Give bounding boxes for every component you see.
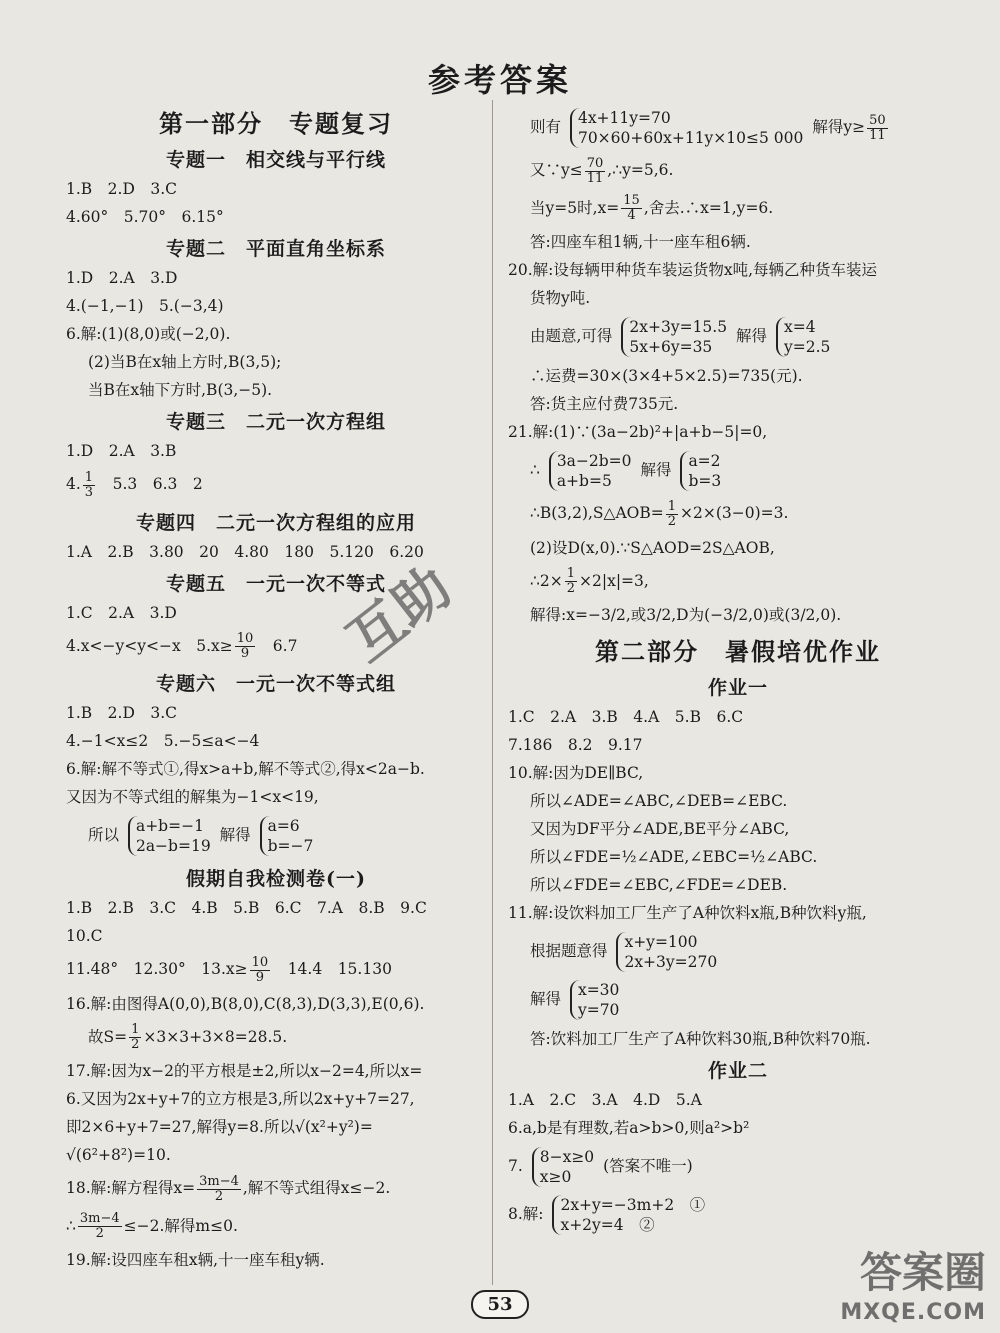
equation: a=6	[267, 817, 300, 835]
answer-text: ,舍去.∴x=1,y=6.	[643, 198, 774, 217]
homework2-heading: 作业二	[707, 1060, 768, 1082]
answer-line	[508, 567, 968, 597]
answer-line: 当B在x轴下方时,B(3,−5).	[88, 381, 273, 399]
fraction	[250, 956, 271, 985]
answer-line	[66, 955, 486, 985]
equation: a+b=−1	[135, 817, 204, 835]
denominator: 2	[566, 581, 575, 596]
numerator: 3m−4	[79, 1211, 120, 1226]
answer-text: 根据题意得	[530, 942, 608, 960]
part2-heading: 第二部分 暑假培优作业	[595, 637, 881, 666]
answer-text: 解得	[736, 327, 768, 345]
fraction	[621, 194, 642, 223]
answer-line	[508, 932, 968, 972]
numerator: 10	[236, 631, 254, 646]
answer-line: 4.(−1,−1) 5.(−3,4)	[66, 297, 224, 315]
answer-text: 故S=	[88, 1027, 128, 1046]
answer-text: 则有	[530, 118, 562, 136]
fraction	[867, 114, 888, 143]
answer-line: 货物y吨.	[530, 289, 591, 307]
numerator: 3m−4	[199, 1173, 239, 1189]
denominator: 9	[240, 646, 250, 661]
answer-text: ∴2×	[530, 571, 563, 590]
denominator: 11	[869, 127, 886, 143]
answer-line	[508, 1195, 968, 1235]
answer-line	[508, 194, 968, 224]
answer-line: 1.A 2.C 3.A 4.D 5.A	[508, 1091, 702, 1109]
equation: 8−x≥0	[539, 1148, 595, 1166]
answer-text: ×2×(3−0)=3.	[680, 504, 789, 522]
denominator: 2	[667, 513, 677, 529]
answer-text: 7.	[508, 1157, 523, 1175]
answer-text: 11.48° 12.30° 13.x≥	[66, 960, 248, 978]
answer-text: 4.x<−y<y<−x 5.x≥	[66, 636, 233, 655]
fraction	[666, 500, 678, 529]
corner-watermark	[840, 1240, 986, 1325]
equation: 4x+11y=70	[577, 109, 671, 127]
answer-line: 1.D 2.A 3.D	[66, 269, 178, 287]
denominator: 2	[95, 1226, 104, 1241]
equation-system	[570, 108, 803, 148]
equation-system	[776, 317, 830, 357]
answer-line: 6.解:解不等式①,得x>a+b,解不等式②,得x<2a−b.	[66, 760, 425, 778]
answer-line: √(6²+8²)=10.	[66, 1146, 171, 1164]
answer-text: ,∴y=5,6.	[607, 161, 674, 179]
fraction	[585, 157, 606, 186]
answer-line: 即2×6+y+7=27,解得y=8.所以√(x²+y²)=	[66, 1118, 373, 1136]
fraction	[129, 1023, 141, 1052]
answer-text: 解得y≥	[812, 118, 866, 136]
equation-system	[680, 451, 721, 491]
answer-line	[66, 1212, 486, 1242]
answer-line: 20.解:设每辆甲种货车装运货物x吨,每辆乙种货车装运	[508, 261, 878, 279]
answer-line: 4.60° 5.70° 6.15°	[66, 208, 224, 226]
numerator: 1	[566, 566, 575, 581]
equation: 5x+6y=35	[629, 338, 713, 356]
right-column	[508, 100, 968, 1243]
answer-line: 1.B 2.B 3.C 4.B 5.B 6.C 7.A 8.B 9.C	[66, 899, 427, 917]
answer-line	[508, 499, 968, 529]
equation: x≥0	[539, 1168, 572, 1186]
answer-line: 6.a,b是有理数,若a>b>0,则a²>b²	[508, 1119, 750, 1137]
fraction	[197, 1175, 241, 1204]
answer-line: 所以∠FDE=∠EBC,∠FDE=∠DEB.	[530, 876, 788, 894]
answer-text: 当y=5时,x=	[530, 198, 620, 217]
answer-line: 7.186 8.2 9.17	[508, 736, 643, 754]
answer-text: 又∵y≤	[530, 161, 583, 179]
answer-line: 6.又因为2x+y+7的立方根是3,所以2x+y+7=27,	[66, 1090, 415, 1108]
test1-heading: 假期自我检测卷(一)	[186, 868, 366, 890]
page-number: 53	[471, 1290, 528, 1319]
answer-text: 解得	[640, 461, 672, 479]
denominator: 11	[586, 170, 604, 186]
answer-line: 4.−1<x≤2 5.−5≤a<−4	[66, 732, 260, 750]
answer-text: ×3×3+3×8=28.5.	[143, 1027, 288, 1046]
answer-line: 21.解:(1)∵(3a−2b)²+|a+b−5|=0,	[508, 423, 768, 441]
answer-text: ∴B(3,2),S△AOB=	[530, 504, 664, 522]
answer-line: 10.解:因为DE∥BC,	[508, 764, 644, 782]
answer-line	[508, 108, 968, 148]
topic5-heading: 专题五 一元一次不等式	[165, 572, 386, 595]
equation-system	[549, 451, 632, 491]
answer-line	[508, 317, 968, 357]
equation: 2x+y=−3m+2 ①	[560, 1196, 706, 1214]
numerator: 15	[623, 193, 640, 208]
answer-line: 1.B 2.D 3.C	[66, 180, 178, 198]
equation: 70×60+60x+11y×10≤5 000	[577, 129, 804, 147]
answer-text: 解得	[530, 990, 562, 1008]
answer-line	[508, 1147, 968, 1187]
equation: 2a−b=19	[135, 837, 211, 855]
equation: x+y=100	[624, 933, 698, 951]
numerator: 50	[869, 112, 886, 128]
topic6-heading: 专题六 一元一次不等式组	[155, 673, 396, 695]
answer-text: 5.3 6.3 2	[97, 475, 203, 493]
denominator: 2	[131, 1037, 140, 1052]
equation-system	[616, 932, 717, 972]
part1-heading: 第一部分 专题复习	[159, 109, 393, 138]
topic3-heading: 专题三 二元一次方程组	[165, 411, 386, 433]
answer-line: 又因为DF平分∠ADE,BE平分∠ABC,	[530, 820, 790, 838]
answer-line	[66, 1174, 486, 1204]
answer-line: 解得:x=−3/2,或3/2,D为(−3/2,0)或(3/2,0).	[530, 606, 842, 624]
answer-line: 又因为不等式组的解集为−1<x<19,	[66, 788, 319, 806]
answer-text: 解得	[219, 826, 251, 844]
answer-text: (答案不唯一)	[603, 1157, 693, 1175]
answer-text: 8.解:	[508, 1205, 544, 1223]
answer-line: (2)设D(x,0).∵S△AOD=2S△AOB,	[530, 538, 775, 557]
answer-line: 所以∠ADE=∠ABC,∠DEB=∠EBC.	[530, 792, 788, 810]
topic1-heading: 专题一 相交线与平行线	[165, 149, 386, 171]
fraction	[78, 1212, 122, 1241]
answer-line: 16.解:由图得A(0,0),B(8,0),C(8,3),D(3,3),E(0,6).	[66, 994, 425, 1013]
denominator: 3	[84, 484, 94, 500]
denominator: 4	[627, 208, 636, 223]
answer-text: 所以	[88, 826, 120, 844]
equation-system	[532, 1147, 594, 1187]
answer-line: 1.B 2.D 3.C	[66, 704, 178, 722]
answer-line: ∴运费=30×(3×4+5×2.5)=735(元).	[530, 367, 803, 385]
answer-line: 1.C 2.A 3.D	[66, 603, 177, 622]
answer-line: 17.解:因为x−2的平方根是±2,所以x−2=4,所以x=	[66, 1062, 423, 1080]
answer-line: (2)当B在x轴上方时,B(3,5);	[88, 353, 282, 371]
answer-line: 答:四座车租1辆,十一座车租6辆.	[530, 233, 751, 251]
answer-line	[66, 816, 486, 856]
column-divider	[492, 100, 493, 1285]
equation: b=−7	[267, 837, 314, 855]
equation: y=2.5	[783, 338, 831, 356]
answer-line	[508, 980, 968, 1020]
answer-text: 4.	[66, 475, 81, 493]
answer-line: 6.解:(1)(8,0)或(−2,0).	[66, 325, 231, 343]
answer-line: 答:货主应付费735元.	[530, 395, 679, 413]
answer-text: 6.7	[257, 636, 298, 655]
answer-text: ,解不等式组得x≤−2.	[242, 1179, 391, 1197]
denominator: 2	[214, 1188, 224, 1204]
answer-text: 由题意,可得	[530, 327, 613, 345]
answer-text: ≤−2.解得m≤0.	[123, 1216, 238, 1235]
numerator: 70	[586, 155, 604, 171]
equation: a+b=5	[556, 472, 612, 490]
equation: x=30	[577, 981, 620, 999]
answer-line	[508, 451, 968, 491]
equation-system	[552, 1195, 705, 1235]
equation: x+2y=4 ②	[560, 1216, 655, 1234]
equation-system	[128, 816, 211, 856]
fraction	[565, 567, 577, 596]
equation: 2x+3y=270	[624, 953, 718, 971]
numerator: 10	[251, 954, 269, 970]
equation: x=4	[783, 318, 816, 336]
topic2-heading: 专题二 平面直角坐标系	[165, 238, 386, 260]
answer-line	[508, 156, 968, 186]
answer-line: 11.解:设饮料加工厂生产了A种饮料x瓶,B种饮料y瓶,	[508, 904, 867, 922]
equation: b=3	[688, 472, 722, 490]
topic4-heading: 专题四 二元一次方程组的应用	[135, 511, 416, 534]
numerator: 1	[84, 469, 94, 485]
numerator: 1	[131, 1022, 140, 1037]
equation: y=70	[577, 1001, 620, 1019]
page-title: 参考答案	[427, 61, 572, 99]
denominator: 9	[255, 969, 265, 985]
equation: 2x+3y=15.5	[629, 318, 728, 336]
answer-line: 1.C 2.A 3.B 4.A 5.B 6.C	[508, 708, 744, 726]
answer-text: 14.4 15.130	[272, 960, 392, 978]
equation: a=2	[688, 452, 721, 470]
answer-text: ×2|x|=3,	[579, 571, 649, 590]
answer-line	[66, 1023, 486, 1053]
equation: 3a−2b=0	[556, 452, 632, 470]
homework1-heading: 作业一	[707, 677, 768, 699]
answer-line: 所以∠FDE=½∠ADE,∠EBC=½∠ABC.	[530, 848, 818, 866]
answer-line: 10.C	[66, 927, 103, 945]
equation-system	[260, 816, 314, 856]
answer-text: ∴	[66, 1216, 76, 1235]
answer-line: 1.A 2.B 3.80 20 4.80 180 5.120 6.20	[66, 542, 424, 561]
watermark-url: MXQE.COM	[840, 1300, 986, 1325]
answer-line: 答:饮料加工厂生产了A种饮料30瓶,B种饮料70瓶.	[530, 1030, 871, 1048]
watermark-stamp: 互助	[335, 554, 464, 675]
answer-line: 19.解:设四座车租x辆,十一座车租y辆.	[66, 1251, 325, 1269]
equation-system	[621, 317, 727, 357]
equation-system	[570, 980, 619, 1020]
fraction	[83, 471, 95, 500]
answer-line: 1.D 2.A 3.B	[66, 442, 177, 460]
numerator: 1	[667, 498, 677, 514]
answer-text: 18.解:解方程得x=	[66, 1179, 196, 1197]
watermark-text: 答案圈	[859, 1248, 986, 1297]
answer-text: ∴	[530, 461, 540, 479]
